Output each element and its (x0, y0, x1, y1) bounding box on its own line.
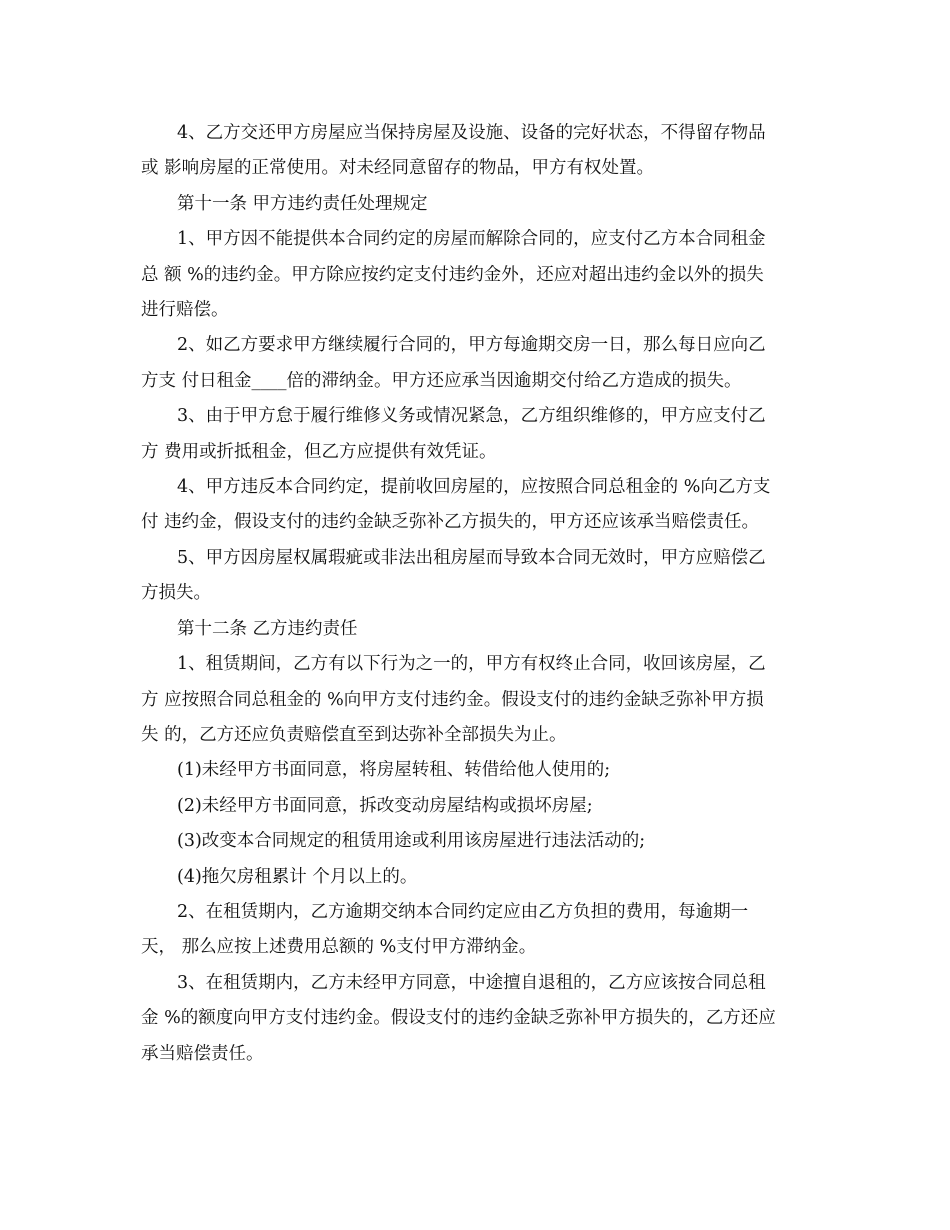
text-line: 或 影响房屋的正常使用。对未经同意留存的物品，甲方有权处置。 (141, 158, 655, 179)
text-line: 方支 付日租金____倍的滞纳金。甲方还应承当因逾期交付给乙方造成的损失。 (141, 370, 742, 391)
article-12-heading (141, 612, 809, 647)
text-line: 5、甲方因房屋权属瑕疵或非法出租房屋而导致本合同无效时，甲方应赔偿乙 (177, 547, 766, 568)
text-line: 4、乙方交还甲方房屋应当保持房屋及设施、设备的完好状态，不得留存物品 (177, 123, 766, 143)
item-12-1-1 (141, 753, 809, 788)
text-line: (2)未经甲方书面同意，拆改变动房屋结构或损坏房屋; (177, 795, 593, 816)
text-line: 方 应按照合同总租金的 %向甲方支付违约金。假设支付的违约金缺乏弥补甲方损 (141, 689, 764, 710)
text-line: (3)改变本合同规定的租赁用途或利用该房屋进行违法活动的; (177, 831, 646, 852)
clause-11-2 (141, 328, 809, 399)
text-line: (4)拖欠房租累计 个月以上的。 (177, 866, 418, 887)
text-line: 进行赔偿。 (141, 300, 229, 321)
item-12-1-3 (141, 824, 809, 859)
heading-text: 第十一条 甲方违约责任处理规定 (177, 193, 428, 214)
text-line: 失 的，乙方还应负责赔偿直至到达弥补全部损失为止。 (141, 724, 567, 745)
clause-12-1 (141, 647, 809, 753)
article-11-heading (141, 187, 809, 222)
clause-12-3 (141, 966, 809, 1072)
text-line: (1)未经甲方书面同意，将房屋转租、转借给他人使用的; (177, 760, 611, 781)
item-12-1-4 (141, 860, 809, 895)
text-line: 承当赔偿责任。 (141, 1043, 264, 1064)
clause-11-5 (141, 541, 809, 612)
clause-11-4 (141, 470, 809, 541)
text-line: 2、在租赁期内，乙方逾期交纳本合同约定应由乙方负担的费用，每逾期一 (177, 901, 749, 922)
text-line: 3、在租赁期内，乙方未经甲方同意，中途擅自退租的，乙方应该按合同总租 (177, 972, 766, 993)
clause-return-house (141, 116, 809, 187)
text-line: 1、租赁期间，乙方有以下行为之一的，甲方有权终止合同，收回该房屋，乙 (177, 654, 766, 675)
text-line: 方损失。 (141, 583, 211, 604)
text-line: 方 费用或折抵租金，但乙方应提供有效凭证。 (141, 441, 497, 462)
clause-11-1 (141, 222, 809, 328)
text-line: 付 违约金，假设支付的违约金缺乏弥补乙方损失的，甲方还应该承当赔偿责任。 (141, 512, 760, 533)
item-12-1-2 (141, 789, 809, 824)
text-line: 4、甲方违反本合同约定，提前收回房屋的，应按照合同总租金的 %向乙方支 (177, 477, 771, 498)
text-line: 天， 那么应按上述费用总额的 %支付甲方滞纳金。 (141, 937, 537, 958)
text-line: 2、如乙方要求甲方继续履行合同的，甲方每逾期交房一日，那么每日应向乙 (177, 335, 766, 356)
heading-text: 第十二条 乙方违约责任 (177, 618, 358, 639)
text-line: 3、由于甲方怠于履行维修义务或情况紧急，乙方组织维修的，甲方应支付乙 (177, 406, 766, 427)
clause-12-2 (141, 895, 809, 966)
contract-text (141, 116, 809, 1072)
text-line: 总 额 %的违约金。甲方除应按约定支付违约金外，还应对超出违约金以外的损失 (141, 264, 764, 285)
text-line: 1、甲方因不能提供本合同约定的房屋而解除合同的，应支付乙方本合同租金 (177, 229, 766, 250)
text-line: 金 %的额度向甲方支付违约金。假设支付的违约金缺乏弥补甲方损失的，乙方还应 (141, 1008, 776, 1029)
clause-11-3 (141, 399, 809, 470)
